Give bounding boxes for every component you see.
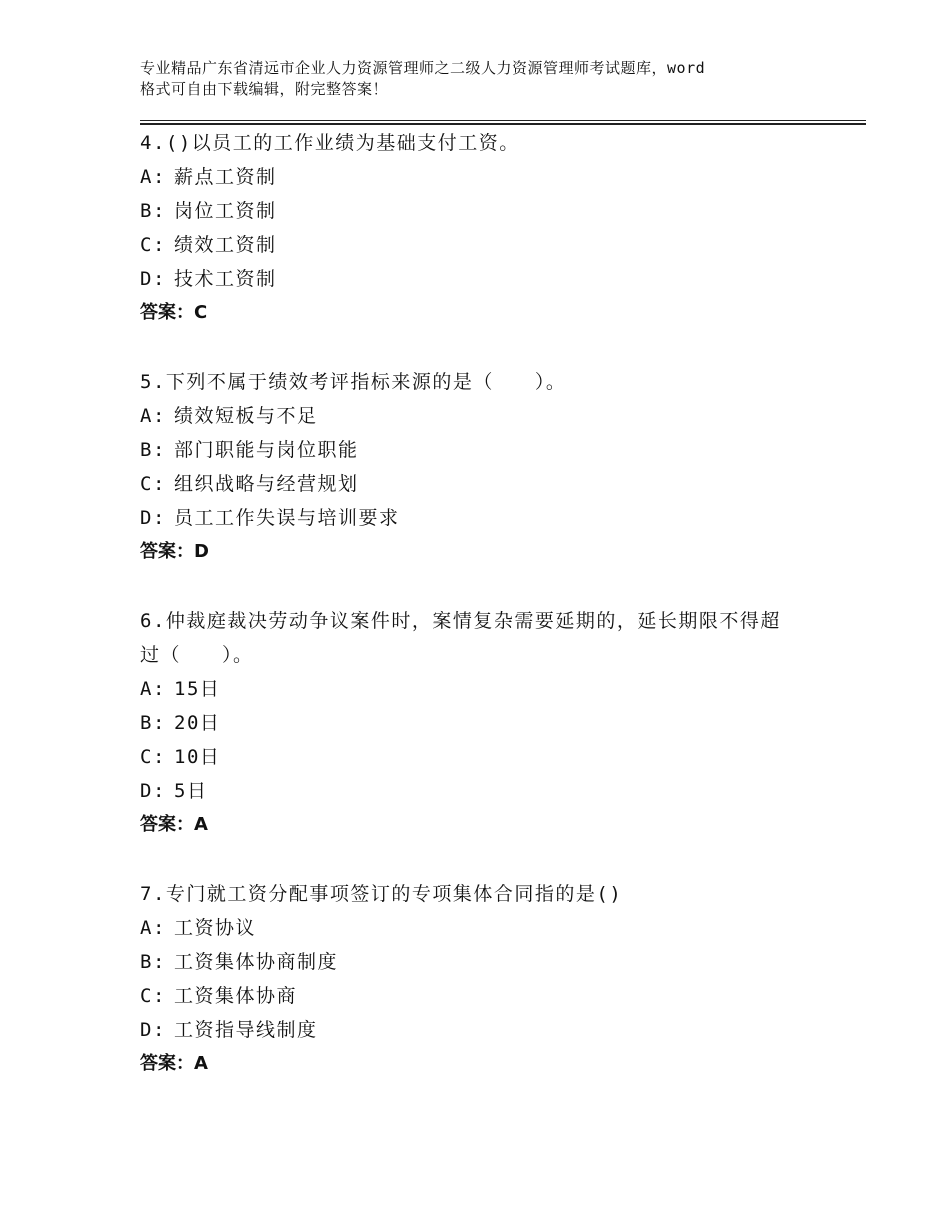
question-stem: 5.下列不属于绩效考评指标来源的是（ ）。	[140, 371, 567, 393]
answer-value: C	[194, 302, 208, 323]
option-text: 10日	[174, 746, 221, 768]
option-letter: C:	[140, 234, 166, 256]
option-text: 部门职能与岗位职能	[174, 439, 359, 461]
answer-line	[140, 535, 840, 569]
question-stem: 4.()以员工的工作业绩为基础支付工资。	[140, 132, 520, 154]
answer-label: 答案：	[140, 541, 194, 562]
option-c	[140, 979, 840, 1013]
option-letter: B:	[140, 951, 166, 973]
option-text: 15日	[174, 678, 221, 700]
option-b	[140, 194, 840, 228]
option-letter: B:	[140, 200, 166, 222]
option-text: 5日	[174, 780, 208, 802]
option-text: 20日	[174, 712, 221, 734]
question-stem: 6.仲裁庭裁决劳动争议案件时，案情复杂需要延期的，延长期限不得超过（ ）。	[140, 610, 781, 666]
option-letter: C:	[140, 473, 166, 495]
answer-value: D	[194, 541, 209, 562]
option-text: 工资集体协商	[174, 985, 298, 1007]
option-text: 员工工作失误与培训要求	[174, 507, 400, 529]
option-text: 工资集体协商制度	[174, 951, 339, 973]
option-text: 工资协议	[174, 917, 257, 939]
option-c	[140, 740, 840, 774]
option-letter: B:	[140, 712, 166, 734]
header-divider-thick	[140, 123, 866, 125]
option-letter: B:	[140, 439, 166, 461]
option-d	[140, 1013, 840, 1047]
answer-label: 答案：	[140, 814, 194, 835]
option-letter: A:	[140, 405, 166, 427]
option-b	[140, 433, 840, 467]
option-a	[140, 160, 840, 194]
question-6	[140, 604, 840, 842]
option-c	[140, 228, 840, 262]
option-d	[140, 501, 840, 535]
option-letter: D:	[140, 780, 166, 802]
answer-label: 答案：	[140, 1053, 194, 1074]
answer-line	[140, 1047, 840, 1081]
option-letter: D:	[140, 1019, 166, 1041]
option-c	[140, 467, 840, 501]
question-5	[140, 365, 840, 569]
option-letter: A:	[140, 166, 166, 188]
answer-value: A	[194, 814, 208, 835]
option-text: 绩效短板与不足	[174, 405, 318, 427]
option-letter: C:	[140, 985, 166, 1007]
option-b	[140, 945, 840, 979]
answer-line	[140, 296, 840, 330]
header-line-1: 专业精品广东省清远市企业人力资源管理师之二级人力资源管理师考试题库，word	[140, 59, 706, 77]
answer-line	[140, 808, 840, 842]
option-d	[140, 774, 840, 808]
option-a	[140, 399, 840, 433]
header-divider-thin	[140, 120, 866, 121]
option-text: 薪点工资制	[174, 166, 277, 188]
option-letter: A:	[140, 917, 166, 939]
question-7	[140, 877, 840, 1081]
option-a	[140, 911, 840, 945]
option-letter: C:	[140, 746, 166, 768]
answer-value: A	[194, 1053, 208, 1074]
answer-label: 答案：	[140, 302, 194, 323]
option-text: 工资指导线制度	[174, 1019, 318, 1041]
option-letter: D:	[140, 268, 166, 290]
option-text: 岗位工资制	[174, 200, 277, 222]
document-header	[140, 58, 830, 100]
question-4	[140, 126, 840, 330]
option-text: 绩效工资制	[174, 234, 277, 256]
option-text: 技术工资制	[174, 268, 277, 290]
option-a	[140, 672, 840, 706]
option-b	[140, 706, 840, 740]
option-letter: A:	[140, 678, 166, 700]
option-text: 组织战略与经营规划	[174, 473, 359, 495]
header-line-2: 格式可自由下载编辑，附完整答案！	[140, 80, 389, 98]
option-d	[140, 262, 840, 296]
question-stem: 7.专门就工资分配事项签订的专项集体合同指的是()	[140, 883, 623, 905]
option-letter: D:	[140, 507, 166, 529]
